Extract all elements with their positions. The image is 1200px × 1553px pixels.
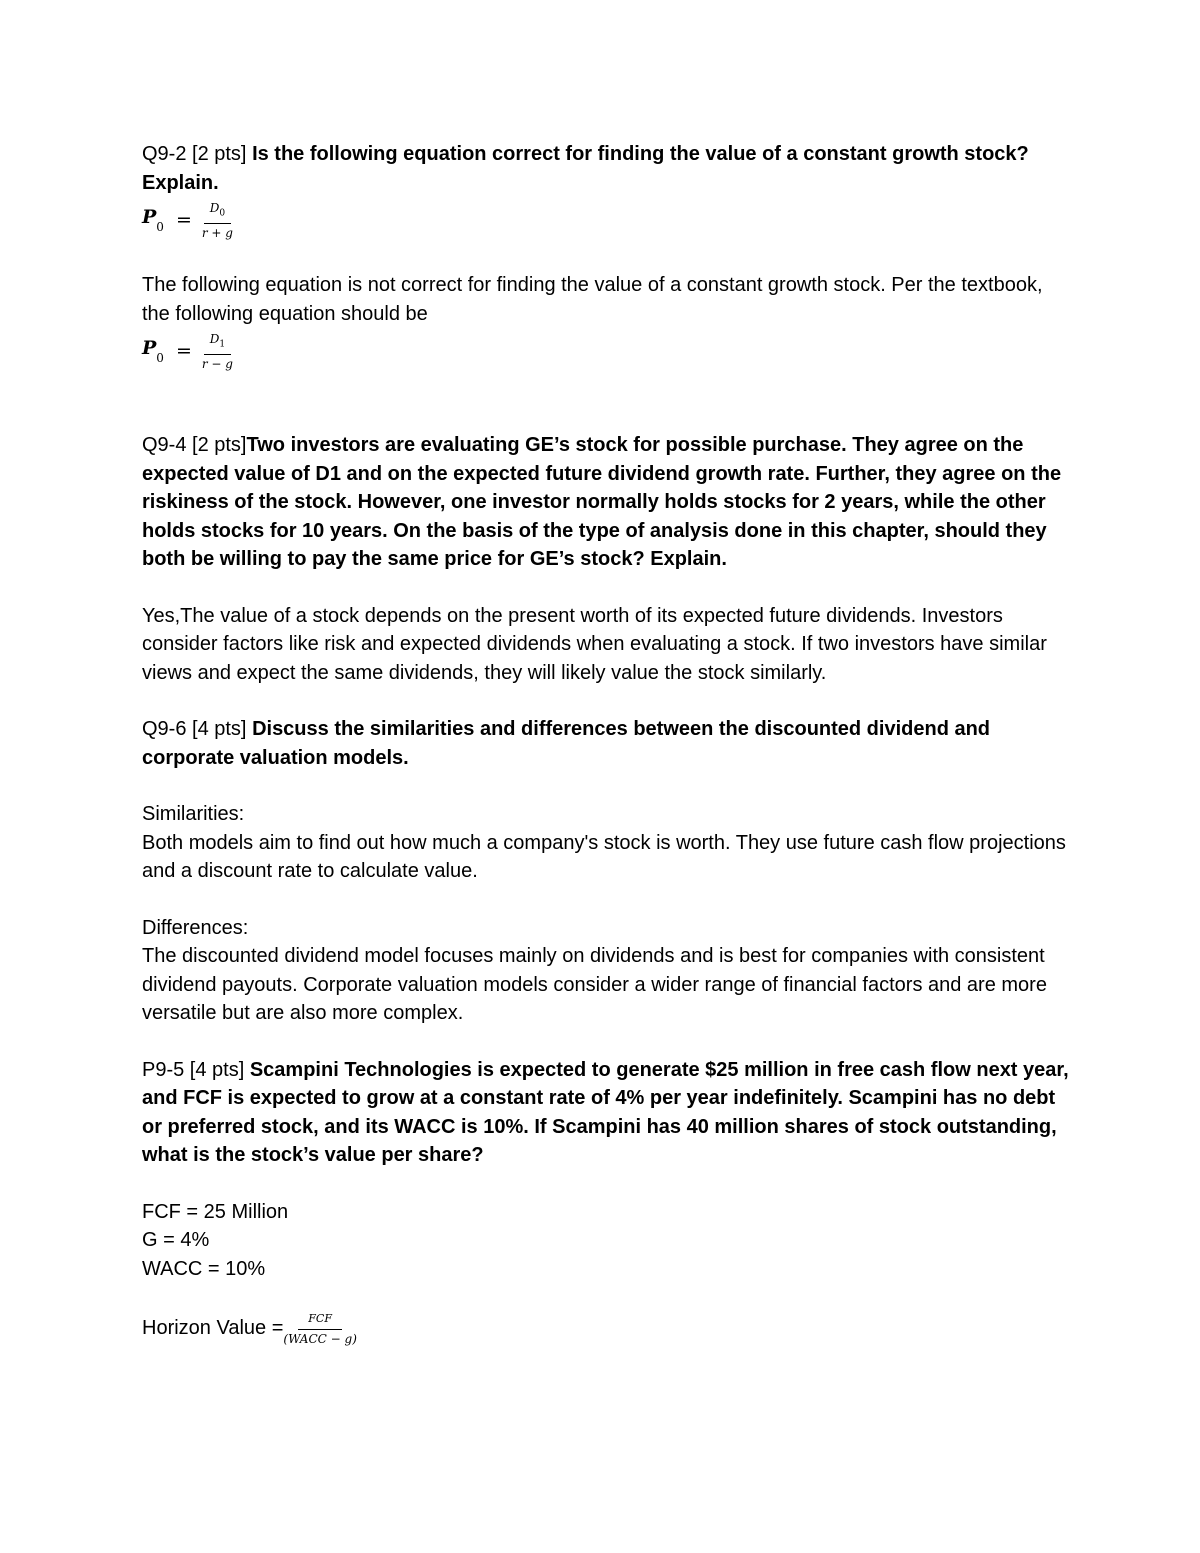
p9-5-label: P9-5 [4 pts] (142, 1058, 250, 1081)
equation-2-denominator: r − g (201, 357, 233, 372)
q9-4-question-text: Two investors are evaluating GE’s stock for possible purchase. They agree on the expected value of D1 and on the expected future dividend growth rate. Further, they agree on the riskiness of the stock. However, one investor normally holds stocks for 2 years, while the other holds stocks for 10 years. On the basis of the type of analysis done in this chapter, should they both be willing to pay the same price for GE’s stock? Explain. (142, 434, 1062, 570)
differences-heading: Differences: (142, 916, 249, 939)
q9-6-question (142, 715, 1072, 772)
given-g: G = 4% (142, 1229, 210, 1251)
equation-1-equals: = (175, 209, 192, 231)
q9-2-answer: The following equation is not correct for finding the value of a constant growth stock. Per the textbook, the following equation should be (142, 274, 1043, 325)
equation-1-fraction (202, 200, 233, 240)
q9-2-question (142, 140, 1072, 197)
horizon-value-label: Horizon Value = (142, 1317, 284, 1339)
equation-1-numerator: $D_0$ (204, 200, 231, 224)
p9-5-question (142, 1056, 1072, 1170)
given-wacc: WACC = 10% (142, 1257, 266, 1280)
horizon-value-numerator: FCF (298, 1311, 342, 1330)
q9-6-label: Q9-6 [4 pts] (142, 718, 253, 740)
equation-1-denominator: r + g (201, 226, 233, 241)
horizon-value-denominator: (WACC − g) (283, 1332, 357, 1346)
q9-2-equation-2 (142, 328, 1072, 374)
q9-4-answer: Yes,The value of a stock depends on the present worth of its expected future dividends. Investors consider factors like risk and expected dividends when evaluating a stock. If two investors have similar views and expect the same dividends, they will likely value the stock similarly. (142, 604, 1047, 684)
horizon-value-fraction (283, 1311, 357, 1346)
equation-2-fraction (202, 331, 233, 371)
q9-4-question (142, 431, 1072, 574)
q9-2-label: Q9-2 [2 pts] (142, 143, 253, 165)
differences-text: The discounted dividend model focuses mainly on dividends and is best for companies with consistent dividend payouts. Corporate valuation models consider a wider range of financial factors and are more versatile but are also more complex. (142, 945, 1047, 1024)
similarities-text: Both models aim to find out how much a company's stock is worth. They use future cash flow projections and a discount rate to calculate value. (142, 831, 1066, 882)
document-page (142, 140, 1072, 1346)
equation-2-equals: = (175, 340, 192, 362)
q9-2-equation-1 (142, 197, 1072, 243)
equation-2-lhs: $P_0$ (142, 337, 164, 365)
q9-4-label: Q9-4 [2 pts] (142, 434, 247, 456)
equation-2-numerator: $D_1$ (204, 331, 231, 355)
q9-2-question-text: Is the following equation correct for finding the value of a constant growth stock? Explain. (142, 143, 1029, 194)
p9-5-question-text: Scampini Technologies is expected to generate $25 million in free cash flow next year, and FCF is expected to grow at a constant rate of 4% per year indefinitely. Scampini has no debt or preferred stock, and its WACC is 10%. If Scampini has 40 million shares of stock outstanding, what is the stock’s value per share? (142, 1058, 1069, 1166)
equation-1-lhs: $P_0$ (142, 206, 164, 234)
horizon-value-formula (142, 1311, 1072, 1346)
q9-6-question-text: Discuss the similarities and differences between the discounted dividend and corporate valuation models. (142, 718, 991, 769)
similarities-heading: Similarities: (142, 803, 245, 825)
given-fcf: FCF = 25 Million (142, 1200, 289, 1223)
